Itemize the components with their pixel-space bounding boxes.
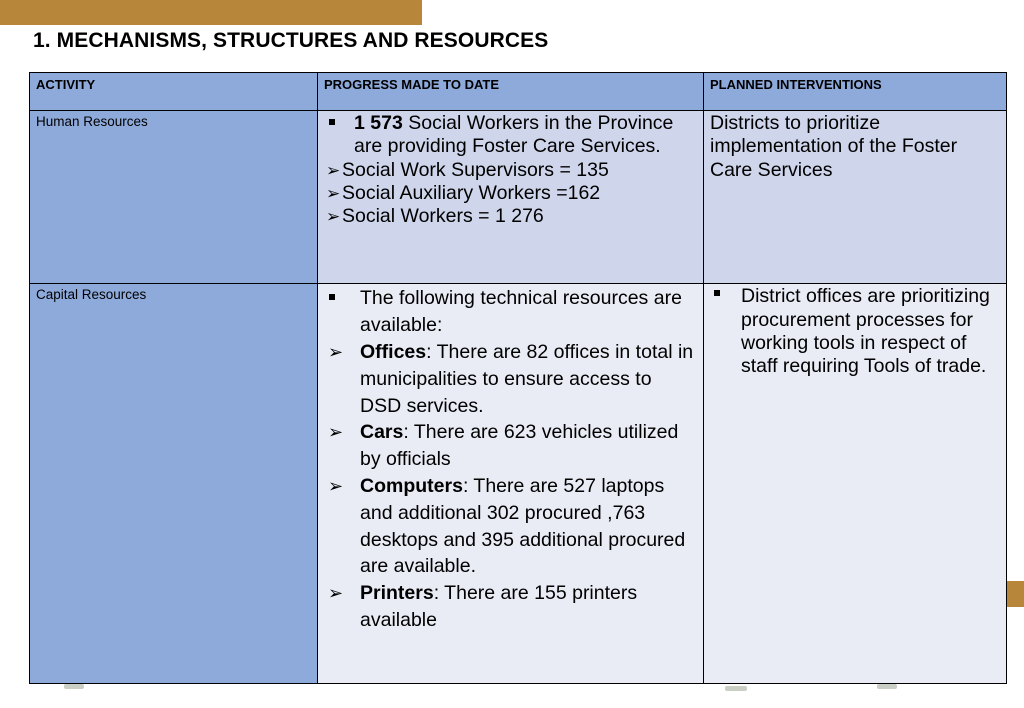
table-row	[30, 284, 1007, 684]
square-bullet-icon	[329, 294, 335, 300]
planned-cell	[704, 111, 1007, 284]
activity-label: Human Resources	[36, 114, 148, 130]
list-item: ➢ Cars: There are 623 vehicles utilized by officials	[328, 421, 679, 471]
list-item: ➢ Social Auxiliary Workers =162	[326, 181, 601, 204]
list-item	[710, 285, 1000, 378]
list-item: The following technical resources are available:	[326, 285, 697, 339]
table-header-row	[30, 73, 1007, 111]
progress-cell	[318, 284, 704, 684]
list-item: ➢ Printers: There are 155 printers available	[328, 582, 638, 631]
header-progress: PROGRESS MADE TO DATE	[318, 73, 704, 111]
activity-label: Capital Resources	[36, 287, 147, 303]
planned-text: Districts to prioritize implementation of the Foster Care Services	[710, 112, 958, 181]
table-row	[30, 111, 1007, 284]
square-bullet-icon	[329, 119, 335, 125]
list-item: 1 573 Social Workers in the Province are providing Foster Care Services.	[326, 112, 697, 159]
activity-cell	[30, 284, 318, 684]
footer-logo-middle	[725, 686, 747, 691]
footer-logo-left	[64, 684, 84, 689]
planned-text: District offices are prioritizing procurement processes for working tools in respect of staff requiring Tools of trade.	[741, 285, 990, 378]
list-item: ➢ Computers: There are 527 laptops and additional 302 procured ,763 desktops and 395 additional procured are available.	[328, 474, 686, 578]
square-bullet-icon	[714, 290, 720, 296]
arrow-bullet-icon: ➢	[326, 160, 341, 180]
list-item: ➢ Social Workers = 1 276	[326, 205, 544, 228]
planned-cell	[704, 284, 1007, 684]
top-accent-bar	[0, 0, 422, 25]
header-activity: ACTIVITY	[30, 73, 318, 111]
arrow-bullet-icon: ➢	[326, 183, 341, 203]
page-title: 1. MECHANISMS, STRUCTURES AND RESOURCES	[33, 29, 549, 52]
progress-cell	[318, 111, 704, 284]
footer-logo-right	[877, 684, 897, 689]
arrow-bullet-icon: ➢	[326, 207, 341, 227]
list-item: ➢ Offices: There are 82 offices in total in municipalities to ensure access to DSD services.	[328, 340, 694, 417]
header-planned: PLANNED INTERVENTIONS	[704, 73, 1007, 111]
arrow-bullet-icon: ➢	[328, 475, 344, 496]
side-accent-tab	[1004, 581, 1024, 607]
list-item: ➢ Social Work Supervisors = 135	[326, 158, 609, 181]
resources-table	[29, 72, 1007, 684]
arrow-bullet-icon: ➢	[328, 341, 344, 362]
arrow-bullet-icon: ➢	[328, 583, 344, 604]
activity-cell	[30, 111, 318, 284]
arrow-bullet-icon: ➢	[328, 422, 344, 443]
